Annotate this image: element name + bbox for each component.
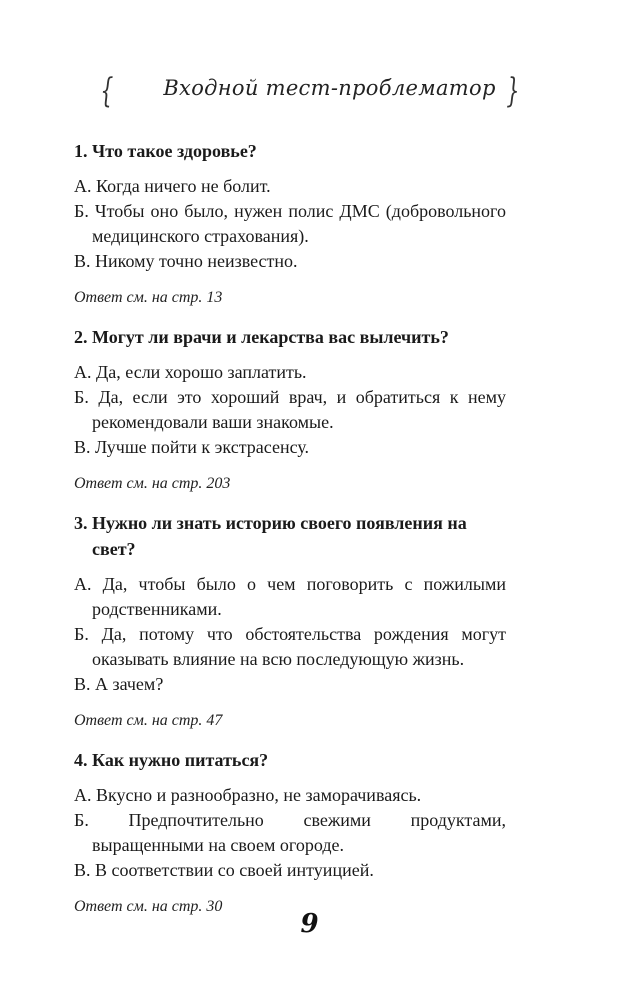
question-4 [74, 747, 506, 919]
left-brace-ornament: { [100, 71, 113, 112]
option-b: Б. Да, если это хороший врач, и обратиться к нему рекомендовали ваши знакомые. [74, 387, 506, 432]
question-title: 4. Как нужно питаться? [74, 750, 269, 770]
section-heading [0, 58, 619, 118]
answer-reference: Ответ см. на стр. 30 [74, 898, 223, 915]
page-number: 9 [300, 909, 319, 939]
option-b: Б. Предпочтительно свежими продуктами, выращенными на своем огороде. [74, 810, 506, 855]
option-a: А. Да, если хорошо заплатить. [74, 362, 307, 382]
question-3 [74, 510, 506, 733]
section-title: Входной тест-проблематор [163, 76, 496, 100]
option-a: А. Да, чтобы было о чем поговорить с пожилыми родственниками. [74, 574, 506, 619]
question-1 [74, 138, 506, 310]
answer-reference: Ответ см. на стр. 203 [74, 475, 231, 492]
question-title: 2. Могут ли врачи и лекарства вас вылечить? [74, 327, 449, 347]
option-b: Б. Чтобы оно было, нужен полис ДМС (добровольного медицинского страхования). [74, 201, 506, 246]
option-c: В. Лучше пойти к экстрасенсу. [74, 437, 310, 457]
option-c: В. А зачем? [74, 674, 164, 694]
question-title: 1. Что такое здоровье? [74, 141, 257, 161]
question-title: 3. Нужно ли знать историю своего появления на свет? [74, 513, 467, 559]
option-c: В. Никому точно неизвестно. [74, 251, 298, 271]
answer-reference: Ответ см. на стр. 47 [74, 712, 223, 729]
option-c: В. В соответствии со своей интуицией. [74, 860, 374, 880]
option-a: А. Вкусно и разнообразно, не заморачиваясь. [74, 785, 422, 805]
answer-reference: Ответ см. на стр. 13 [74, 289, 223, 306]
option-b: Б. Да, потому что обстоятельства рождения могут оказывать влияние на всю последующую жизнь. [74, 624, 506, 669]
right-brace-ornament: } [506, 71, 519, 112]
option-a: А. Когда ничего не болит. [74, 176, 271, 196]
question-2 [74, 324, 506, 496]
questions-list [74, 132, 506, 933]
